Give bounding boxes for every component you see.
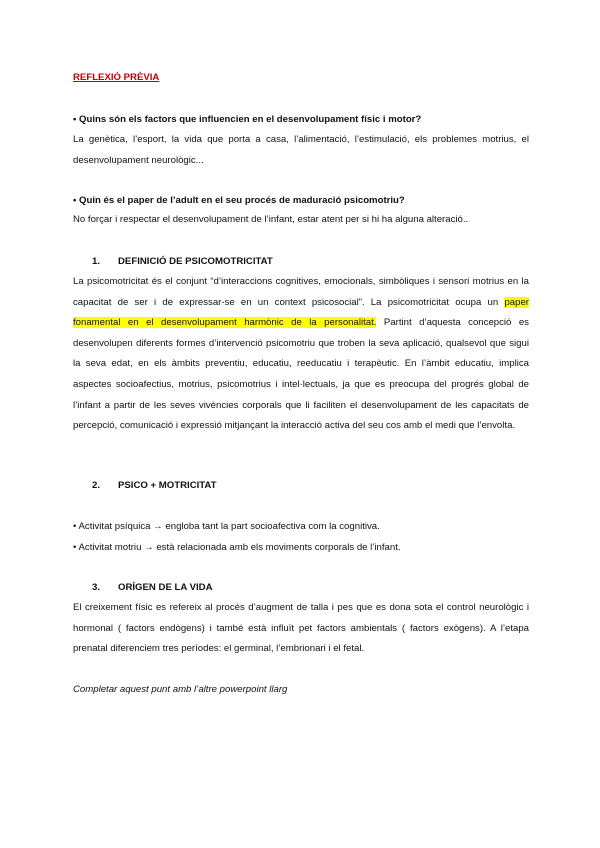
section-2-title: PSICO + MOTRICITAT	[118, 480, 217, 491]
section-3-heading	[92, 582, 492, 593]
section-1-text-before: La psicomotricitat és el conjunt “d’interaccions cognitives, emocionals, simbòliques i sensori motrius en la capacitat de ser i de expressar-se en un context psicosocial”. La psicomotricitat ocupa un	[73, 276, 529, 308]
section-2-heading	[92, 480, 492, 491]
section-1-heading	[92, 256, 492, 267]
question-2-block	[73, 194, 529, 231]
note-text: Completar aquest punt amb l’altre powerpoint llarg	[73, 684, 288, 695]
section-1-paragraph	[73, 272, 529, 437]
bullet-motor-activity: • Activitat motriu → està relacionada amb els moviments corporals de l’infant.	[73, 542, 401, 553]
section-1-number: 1.	[92, 256, 101, 267]
question-1: • Quins són els factors que influencien en el desenvolupament físic i motor?	[73, 114, 422, 125]
section-2-bullets	[73, 516, 529, 558]
page-title: REFLEXIÓ PRÈVIA	[73, 72, 160, 83]
answer-1: La genètica, l’esport, la vida que porta a casa, l’alimentació, l’estimulació, els problemes motrius, el desenvolupament neurològic...	[73, 134, 529, 166]
bullet-psychic-activity: • Activitat psíquica → engloba tant la part socioafectiva com la cognitiva.	[73, 521, 380, 532]
question-2: • Quin és el paper de l’adult en el seu procés de maduració psicomotriu?	[73, 195, 405, 206]
section-1-title: DEFINICIÓ DE PSICOMOTRICITAT	[118, 256, 273, 267]
section-2-number: 2.	[92, 480, 101, 491]
section-3-paragraph: El creixement físic es refereix al procés d’augment de talla i pes que es dona sota el control neurològic i hormonal ( factors endògens) i també està influït pet factors ambientals ( factors exògens). A l’etapa prenatal diferenciem tres períodes: el germinal, l’embrionari i el fetal.	[73, 602, 529, 655]
section-3-title: ORÍGEN DE LA VIDA	[118, 582, 213, 593]
section-1-text-after: Partint d’aquesta concepció es desenvolupen diferents formes d’intervenció psicomotriu que troben la seva aplicació, qualsevol que sigui la seva edat, en els àmbits preventiu, educatiu, reeducatiu i terapèutic. En l’àmbit educatiu, implica aspectes socioafectius, motrius, psicomotrius i intel·lectuals, ja que es preocupa del progrés global de l’infant a partir de les seves vivències corporals que li faciliten el desenvolupament de les capacitats de percepció, comunicació i expressió mitjançant la interacció activa del seu cos amb el medi que l’envolta.	[73, 317, 529, 432]
section-3-number: 3.	[92, 582, 101, 593]
question-1-block	[73, 113, 529, 171]
answer-2: No forçar i respectar el desenvolupament de l’infant, estar atent per si hi ha alguna alteració..	[73, 214, 469, 225]
highlighted-text: paper fonamental en el desenvolupament harmònic de la personalitat.	[73, 296, 529, 329]
